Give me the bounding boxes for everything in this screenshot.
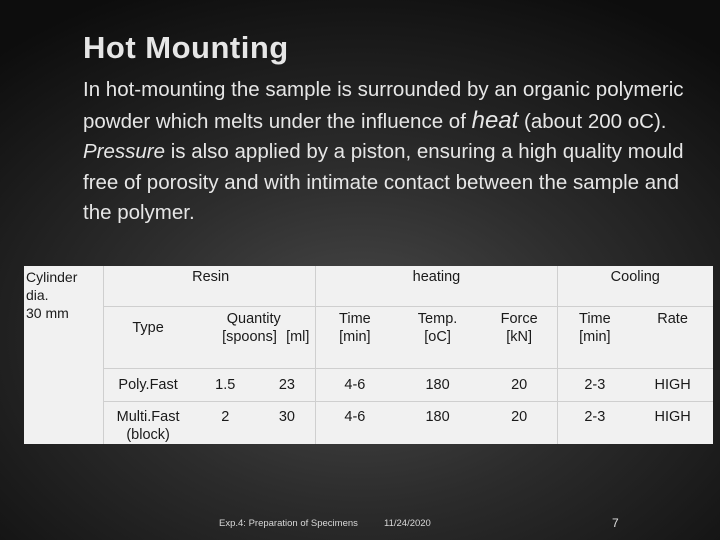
body-pressure-word: Pressure xyxy=(83,140,166,163)
temp-header-cell xyxy=(393,307,481,369)
row-time: 4-6 xyxy=(316,369,393,402)
hot-mounting-table xyxy=(24,266,713,444)
row-force: 20 xyxy=(482,369,557,402)
row-cool-time: 2-3 xyxy=(557,369,632,402)
row-spoons: 2 xyxy=(192,402,258,445)
row-ml: 23 xyxy=(258,369,316,402)
cooling-header: Cooling xyxy=(610,269,660,285)
quantity-header-cell xyxy=(192,307,316,369)
body-part-4: is also applied by a piston, ensuring a high quality mould free of porosity and with intimate contact between the sample and the polymer. xyxy=(83,140,684,224)
footer-title: Exp.4: Preparation of Specimens xyxy=(219,518,358,529)
force-unit: [kN] xyxy=(506,329,533,345)
temp-header: Temp. xyxy=(417,311,458,327)
table-row xyxy=(24,369,713,402)
temp-unit: [oC] xyxy=(424,329,451,345)
quantity-header: Quantity xyxy=(226,311,281,327)
footer-date: 11/24/2020 xyxy=(384,518,431,529)
row-rate: HIGH xyxy=(632,369,713,402)
body-part-2: (about 200 o xyxy=(518,109,640,133)
cylinder-cell xyxy=(24,266,104,444)
time-header: Time xyxy=(339,311,371,327)
cool-time-unit: [min] xyxy=(579,329,611,345)
slide-body-text xyxy=(83,75,703,229)
row-cool-time: 2-3 xyxy=(557,402,632,445)
time-header-cell xyxy=(316,307,393,369)
cylinder-value: 30 mm xyxy=(26,305,69,321)
rate-header: Rate xyxy=(632,307,713,369)
row-rate: HIGH xyxy=(632,402,713,445)
row-ml: 30 xyxy=(258,402,316,445)
cool-time-header-cell xyxy=(557,307,632,369)
time-unit: [min] xyxy=(339,329,371,345)
body-part-1: In hot-mounting the sample is surrounded by an organic polymeric powder which melts under the influence of xyxy=(83,78,684,133)
page-number: 7 xyxy=(612,516,619,530)
row-type: Multi.Fast (block) xyxy=(104,402,192,445)
row-time: 4-6 xyxy=(316,402,393,445)
type-header: Type xyxy=(104,307,192,369)
row-temp: 180 xyxy=(393,369,481,402)
body-part-3: C). xyxy=(639,109,667,133)
row-type: Poly.Fast xyxy=(104,369,192,402)
row-spoons: 1.5 xyxy=(192,369,258,402)
cool-time-header: Time xyxy=(579,311,611,327)
heating-header: heating xyxy=(316,266,557,307)
body-heat-word: heat xyxy=(471,106,519,134)
force-header: Force xyxy=(500,311,538,327)
row-force: 20 xyxy=(482,402,557,445)
cylinder-header: Cylinder dia. xyxy=(26,269,78,303)
force-header-cell xyxy=(482,307,557,369)
quantity-spoons-unit: [spoons] xyxy=(222,329,277,345)
row-temp: 180 xyxy=(393,402,481,445)
resin-header: Resin xyxy=(104,266,316,307)
quantity-ml-unit: [ml] xyxy=(286,329,310,345)
slide-title: Hot Mounting xyxy=(83,30,289,65)
table-row xyxy=(24,402,713,445)
